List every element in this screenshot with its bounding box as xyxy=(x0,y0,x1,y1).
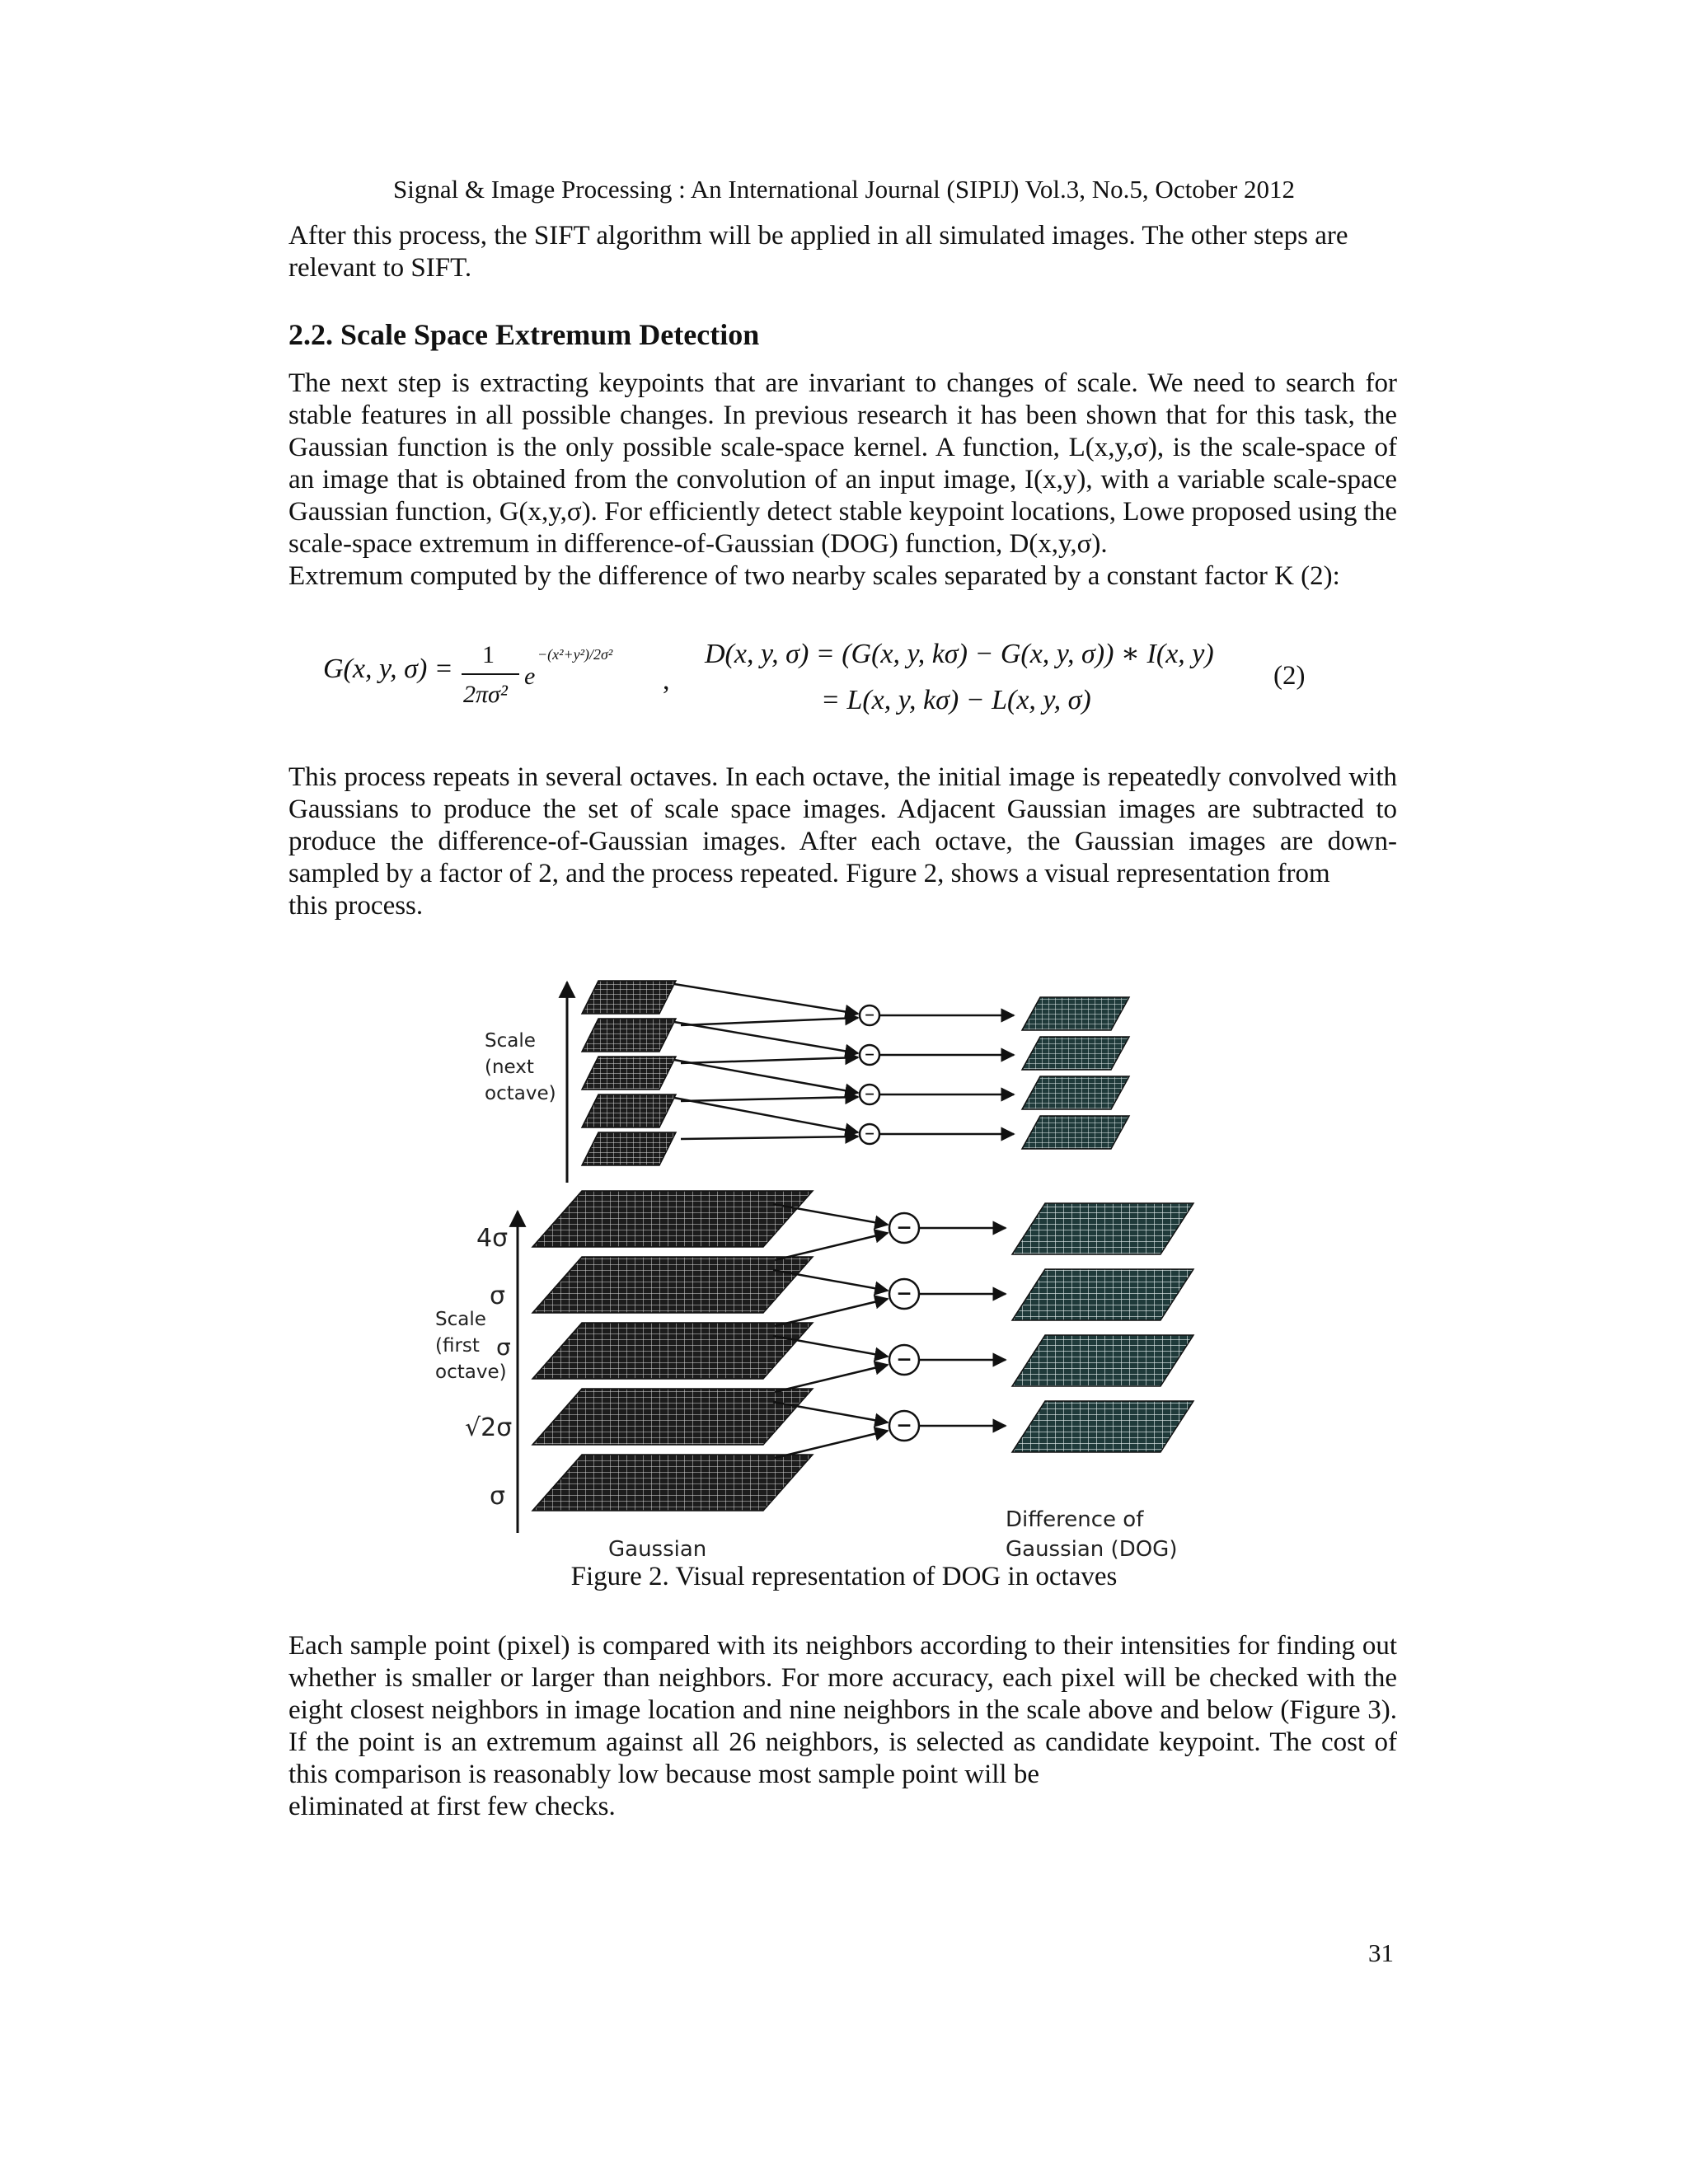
next-octave-dog-plane xyxy=(1022,1116,1129,1149)
paragraph-octaves-body: This process repeats in several octaves. In each octave, the initial image is repeatedly convolved with Gaussians to produce the set of scale space images. Adjacent Gaussian images are subtracted to produce the difference-of-Gaussian images. After each octave, the Gaussian images are down-sampled by a factor of 2, and the process repeated. Figure 2, shows a visual representation from xyxy=(288,762,1397,888)
next-octave-gaussian-plane xyxy=(582,981,676,1014)
scale-label-sqrt2-sigma: √2σ xyxy=(465,1413,513,1442)
next-octave-arrow-lower xyxy=(681,1137,858,1139)
gauss-lhs: G(x, y, σ) = xyxy=(323,654,453,684)
figure-subtraction-operators xyxy=(860,1005,919,1441)
running-header: Signal & Image Processing : An International Journal (SIPIJ) Vol.3, No.5, October 2012 xyxy=(392,175,1296,204)
equation-2 xyxy=(0,626,1688,733)
figure-caption: Figure 2. Visual representation of DOG in octaves xyxy=(570,1562,1118,1591)
gauss-exponential: e xyxy=(524,663,536,690)
section-heading: 2.2. Scale Space Extremum Detection xyxy=(288,318,760,351)
next-octave-arrow-lower xyxy=(681,1057,858,1063)
first-octave-label-line1: Scale xyxy=(435,1309,486,1330)
next-octave-label-line3: octave) xyxy=(485,1083,556,1104)
next-octave-gaussian-plane xyxy=(582,1019,676,1052)
next-octave-subtract-sign: − xyxy=(864,1086,875,1102)
next-octave-arrow-lower xyxy=(681,1018,858,1025)
first-octave-label-line3: octave) xyxy=(435,1361,507,1383)
scale-label-sigma-a: σ xyxy=(490,1282,506,1310)
dog-octaves-figure xyxy=(429,964,1220,1566)
first-octave-arrow-lower xyxy=(775,1299,888,1326)
gauss-denominator: 2πσ² xyxy=(463,681,508,708)
next-octave-dog-plane xyxy=(1022,1037,1129,1070)
paragraph-octaves-last: this process. xyxy=(288,891,424,921)
first-octave-subtract-sign: − xyxy=(896,1413,912,1436)
first-octave-subtract-sign: − xyxy=(896,1347,912,1371)
next-octave-arrow-upper xyxy=(674,984,858,1014)
next-octave-gaussian-plane xyxy=(582,1132,676,1165)
first-octave-arrow-lower xyxy=(775,1233,888,1260)
next-octave-arrow-lower xyxy=(681,1097,858,1101)
next-octave-arrow-upper xyxy=(674,1022,858,1053)
next-octave-subtract-sign: − xyxy=(864,1007,875,1023)
gaussian-label: Gaussian xyxy=(608,1537,707,1562)
first-octave-gaussian-plane xyxy=(532,1455,813,1511)
paragraph-neighbors-last: eliminated at first few checks. xyxy=(288,1792,616,1821)
first-octave-label-line2: (first xyxy=(435,1335,480,1357)
first-octave-arrow-lower xyxy=(775,1431,888,1458)
next-octave-gaussian-plane xyxy=(582,1057,676,1090)
gauss-exponent: −(x²+y²)/2σ² xyxy=(537,646,613,663)
scale-label-sigma-b: σ xyxy=(496,1333,511,1361)
first-octave-arrow-lower xyxy=(775,1365,888,1392)
first-octave-dog-plane xyxy=(1012,1401,1193,1452)
paragraph-intro-body: After this process, the SIFT algorithm will be applied in all simulated images. The other steps are xyxy=(288,221,1348,251)
dog-label-line2: Gaussian (DOG) xyxy=(1006,1537,1178,1562)
next-octave-label-line1: Scale xyxy=(485,1030,536,1052)
paragraph-octaves xyxy=(288,762,1397,922)
next-octave-label-line2: (next xyxy=(485,1057,534,1078)
next-octave-gaussian-plane xyxy=(582,1094,676,1127)
paragraph-neighbors xyxy=(288,1630,1397,1823)
next-octave-dog-plane xyxy=(1022,1076,1129,1109)
dog-label-line1: Difference of xyxy=(1006,1507,1144,1532)
paragraph-intro-last: relevant to SIFT. xyxy=(288,253,472,283)
paragraph-scale-space xyxy=(288,368,1397,593)
gauss-numerator: 1 xyxy=(482,641,495,668)
paragraph-scale-space-last: Extremum computed by the difference of two nearby scales separated by a constant factor K (2): xyxy=(288,561,1340,591)
first-octave-gaussian-plane xyxy=(532,1257,813,1313)
dog-definition-line2: = L(x, y, kσ) − L(x, y, σ) xyxy=(821,685,1091,715)
first-octave-gaussian-plane xyxy=(532,1323,813,1379)
scale-label-sigma-c: σ xyxy=(490,1482,506,1511)
next-octave-dog-plane xyxy=(1022,997,1129,1030)
paragraph-neighbors-body: Each sample point (pixel) is compared with its neighbors according to their intensities for finding out whether is smaller or larger than neighbors. For more accuracy, each pixel will be checked with the eight closest neighbors in image location and nine neighbors in the scale above and below (Figure 3). If the point is an extremum against all 26 neighbors, is selected as candidate keypoint. The cost of this comparison is reasonably low because most sample point will be xyxy=(288,1631,1397,1789)
equation-comma: , xyxy=(663,665,670,696)
first-octave-dog-plane xyxy=(1012,1203,1193,1254)
first-octave-dog-plane xyxy=(1012,1269,1193,1320)
equation-number: (2) xyxy=(1273,661,1306,691)
first-octave-subtract-sign: − xyxy=(896,1281,912,1305)
paragraph-scale-space-body: The next step is extracting keypoints that are invariant to changes of scale. We need to search for stable features in all possible changes. In previous research it has been shown that for this task, the Gaussian function is the only possible scale-space kernel. A function, L(x,y,σ), is the scale-space of an image that is obtained from the convolution of an input image, I(x,y), with a variable scale-space Gaussian function, G(x,y,σ). For efficiently detect stable keypoint locations, Lowe proposed using the scale-space extremum in difference-of-Gaussian (DOG) function, D(x,y,σ). xyxy=(288,368,1397,559)
first-octave-gaussian-plane xyxy=(532,1389,813,1445)
scale-label-4sigma: 4σ xyxy=(476,1224,509,1253)
next-octave-subtract-sign: − xyxy=(864,1126,875,1141)
paragraph-intro xyxy=(288,220,1397,284)
next-octave-arrow-upper xyxy=(674,1098,858,1132)
first-octave-gaussian-plane xyxy=(532,1191,813,1247)
first-octave-dog-plane xyxy=(1012,1335,1193,1386)
next-octave-arrow-upper xyxy=(674,1060,858,1093)
first-octave-subtract-sign: − xyxy=(896,1215,912,1239)
page-number: 31 xyxy=(1368,1938,1394,1967)
dog-definition-line1: D(x, y, σ) = (G(x, y, kσ) − G(x, y, σ)) ∗ I(x, y) xyxy=(705,639,1214,669)
next-octave-subtract-sign: − xyxy=(864,1047,875,1062)
